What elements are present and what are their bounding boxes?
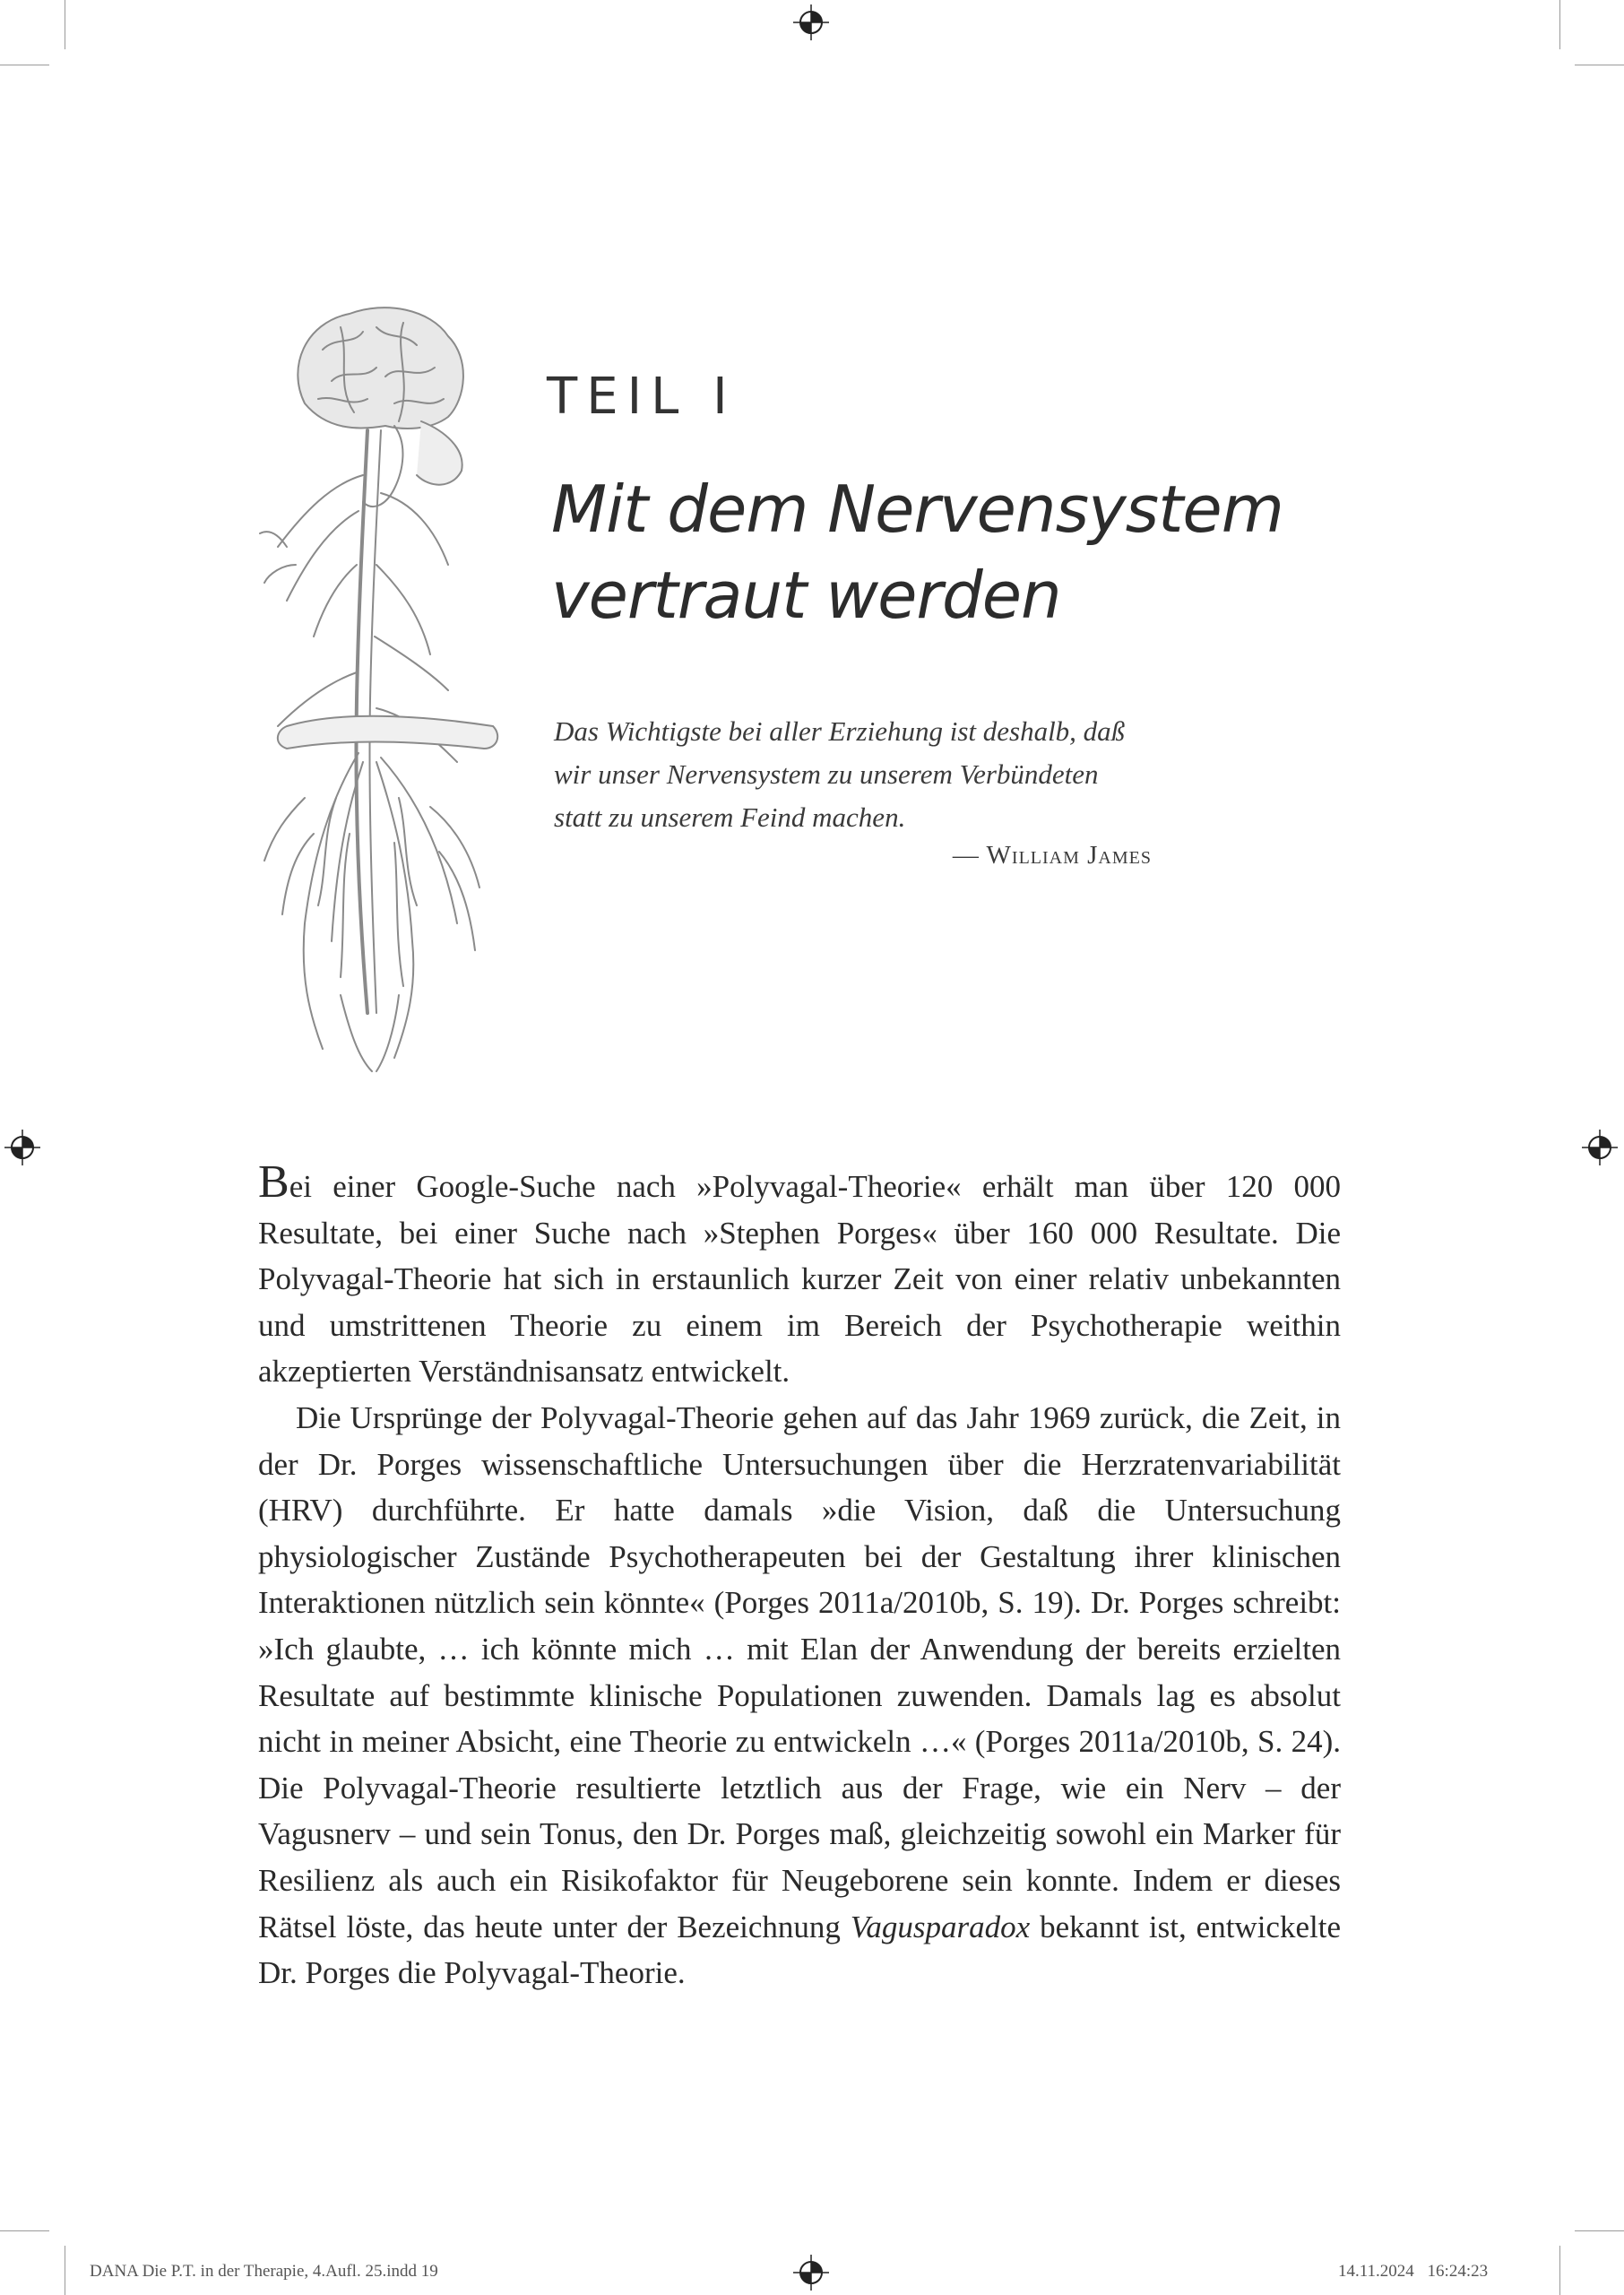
paragraph xyxy=(258,1395,1341,1996)
epigraph xyxy=(554,710,1235,839)
part-title-line: vertraut werden xyxy=(551,558,1061,633)
registration-mark-icon xyxy=(793,4,829,40)
paragraph-text: ei einer Google-Suche nach »Polyvagal-Theorie« erhält man über 120 000 Resultate, bei einer Suche nach »Stephen Porges« über 160 000 Resultate. Die Polyvagal-Theorie hat sich in erstaunlich kurzer Zeit von einer relativ unbekannten und umstrittenen Theorie zu einem im Bereich der Psychotherapie weithin akzeptierten Verständnisansatz entwickelt. xyxy=(258,1169,1341,1390)
registration-mark-icon xyxy=(4,1130,40,1165)
emphasis-term: Vagusparadox xyxy=(850,1909,1031,1944)
epigraph-line: Das Wichtigste bei aller Erziehung ist deshalb, daß xyxy=(554,715,1126,747)
print-slug-file: DANA Die P.T. in der Therapie, 4.Aufl. 25.indd 19 xyxy=(90,2262,438,2281)
registration-mark-icon xyxy=(793,2255,829,2291)
paragraph-text: Die Ursprünge der Polyvagal-Theorie gehen auf das Jahr 1969 zurück, die Zeit, in der Dr. Porges wissenschaftliche Untersuchungen über die Herzratenvariabilität (HRV) durchführte. Er hatte damals »die Vision, daß die Untersuchung physiologischer Zustände Psychotherapeuten bei der Gestaltung ihrer klinischen Interaktionen nützlich sein könnte« (Porges 2011a/2010b, S. 19). Dr. Porges schreibt: »Ich glaubte, … ich könnte mich … mit Elan der Anwendung der bereits erzielten Resultate auf bestimmte klinische Populationen zuwenden. Damals lag es absolut nicht in meiner Absicht, eine Theorie zu entwickeln …« (Porges 2011a/2010b, S. 24). Die Polyvagal-Theorie resultierte letztlich aus der Frage, wie ein Nerv – der Vagusnerv – und sein Tonus, den Dr. Porges maß, gleichzeitig sowohl ein Marker für Resilienz als auch ein Risikofaktor für Neugeborene sein konnte. Indem er dieses Rätsel löste, das heute unter der Bezeichnung xyxy=(258,1399,1341,1944)
registration-mark-icon xyxy=(1582,1130,1618,1165)
part-title xyxy=(551,466,1492,638)
nervous-system-illustration xyxy=(251,296,520,1076)
paragraph-text: bekannt ist, entwickelte Dr. Porges die Polyvagal-Theorie. xyxy=(258,1909,1341,1991)
crop-mark xyxy=(1559,2246,1560,2295)
paragraph xyxy=(258,1156,1341,1395)
crop-mark xyxy=(1575,2230,1624,2231)
epigraph-line: statt zu unserem Feind machen. xyxy=(554,801,906,833)
crop-mark xyxy=(0,2230,49,2231)
epigraph-line: wir unser Nervensystem zu unserem Verbündeten xyxy=(554,758,1099,790)
body-text xyxy=(258,1156,1341,1996)
part-label: TEIL I xyxy=(547,368,737,426)
print-slug-date: 14.11.2024 16:24:23 xyxy=(1338,2262,1489,2281)
drop-cap: B xyxy=(258,1156,289,1208)
epigraph-attribution: — William James xyxy=(952,841,1152,870)
crop-mark xyxy=(1559,0,1560,49)
part-title-line: Mit dem Nervensystem xyxy=(551,472,1283,547)
